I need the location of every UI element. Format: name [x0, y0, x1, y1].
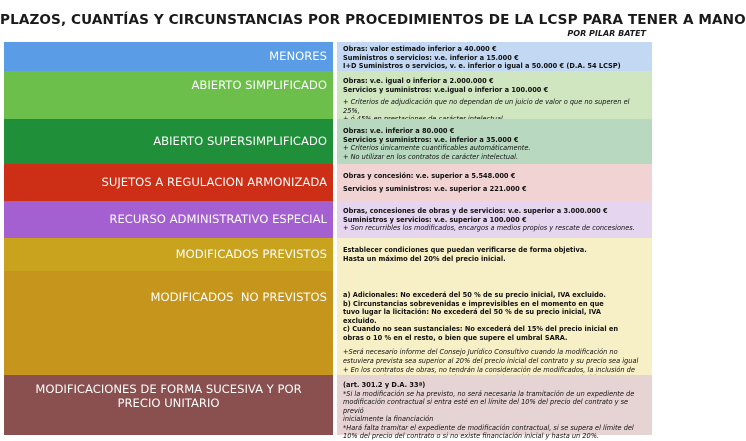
- desc-line: a) Adicionales: No excederá del 50 % de su precio inicial, IVA excluido.: [343, 291, 606, 299]
- row-label-modificaciones-sucesiva: MODIFICACIONES DE FORMA SUCESIVA Y POR PRECIO UNITARIO: [4, 375, 333, 435]
- desc-line: Suministros y servicios: v.e. superior a 100.000 €: [343, 215, 527, 224]
- desc-line: tuvo lugar la licitación: No excederá del 50 % de su precio inicial, IVA: [343, 308, 601, 317]
- desc-line: Establecer condiciones que puedan verificarse de forma objetiva.: [343, 246, 587, 254]
- row-label-menores: MENORES: [4, 42, 333, 71]
- page-title: PLAZOS, CUANTÍAS Y CIRCUNSTANCIAS POR PROCEDIMIENTOS DE LA LCSP PARA TENER A MANO: [0, 12, 746, 28]
- row-desc-modificaciones-sucesiva: [337, 375, 652, 441]
- row-modificados-no-previstos: [4, 271, 652, 375]
- row-label-sara: SUJETOS A REGULACION ARMONIZADA: [4, 164, 333, 201]
- desc-note: estuviera prevista sea superior al 20% del precio inicial del contrato y su precio sea igual: [343, 356, 639, 365]
- desc-line: Suministros o servicios: v.e. inferior a 15.000 €: [343, 53, 519, 62]
- desc-note: + En los contratos de obras, no tendrán la consideración de modificados, la inclusión de: [343, 365, 635, 374]
- desc-line: obras o 10 % en el resto, o bien que supere el umbral SARA.: [343, 333, 568, 342]
- row-desc-menores: [337, 42, 652, 71]
- desc-note: + Criterios de adjudicación que no dependan de un juicio de valor o que no superen el 25%,: [343, 98, 630, 115]
- row-desc-modificados-previstos: [337, 238, 652, 271]
- desc-line: Obras: v.e. igual o inferior a 2.000.000 €: [343, 77, 494, 85]
- desc-line: b) Circunstancias sobrevenidas e imprevisibles en el momento en que: [343, 299, 604, 308]
- row-modificaciones-sucesiva: [4, 375, 652, 441]
- desc-line: Obras y concesión: v.e. superior a 5.548.000 €: [343, 172, 516, 180]
- desc-line: Servicios y suministros: v.e.igual o inferior a 100.000 €: [343, 85, 549, 94]
- row-label-abierto-supersimplificado: ABIERTO SUPERSIMPLIFICADO: [4, 119, 333, 164]
- desc-note: +Será necesario informe del Consejo Jurídico Consultivo cuando la modificación no: [343, 348, 618, 357]
- author-credit: POR PILAR BATET: [567, 29, 646, 38]
- desc-line: I+D Suministros o servicios, v. e. inferior o igual a 50.000 € (D.A. 54 LCSP): [343, 62, 621, 71]
- desc-note: + Son recurribles los modificados, encargos a medios propios y rescate de concesiones.: [343, 224, 635, 233]
- row-abierto-simplificado: [4, 71, 652, 119]
- row-desc-abierto-supersimplificado: [337, 119, 652, 164]
- desc-note: *Hará falta tramitar el expediente de modificación contractual, si se supera el límite del: [343, 423, 634, 432]
- desc-note: inicialmente la financiación: [343, 415, 434, 424]
- row-label-recurso: RECURSO ADMINISTRATIVO ESPECIAL: [4, 201, 333, 238]
- desc-note: *Si la modificación se ha previsto, no será necesaria la tramitación de un expediente de: [343, 389, 635, 398]
- desc-note: modificación contractual si entra esté en el límite del 10% del precio del contrato y se previó: [343, 398, 629, 415]
- row-recurso-administrativo: [4, 201, 652, 238]
- desc-line: Servicios y suministros: v.e. superior a 221.000 €: [343, 184, 527, 193]
- row-desc-abierto-simplificado: [337, 71, 652, 119]
- row-desc-sara: [337, 164, 652, 201]
- row-label-modificados-no-previstos: MODIFICADOS NO PREVISTOS: [4, 271, 333, 375]
- desc-line: excluido.: [343, 316, 377, 325]
- row-menores: [4, 42, 652, 71]
- row-desc-recurso: [337, 201, 652, 238]
- desc-line: Obras: v.e. inferior a 80.000 €: [343, 127, 455, 135]
- desc-note: + Criterios únicamente cuantificables automáticamente.: [343, 144, 531, 153]
- desc-note: + No utilizar en los contratos de carácter intelectual.: [343, 152, 519, 161]
- row-sujetos-regulacion-armonizada: [4, 164, 652, 201]
- row-abierto-supersimplificado: [4, 119, 652, 164]
- desc-line: c) Cuando no sean sustanciales: No excederá del 15% del precio inicial en: [343, 325, 619, 334]
- desc-line: Obras, concesiones de obras y de servicios: v.e. superior a 3.000.000 €: [343, 207, 608, 215]
- desc-line: (art. 301.2 y D.A. 33ª): [343, 381, 426, 389]
- desc-line: Servicios y suministros: v.e. inferior a 35.000 €: [343, 135, 519, 144]
- desc-line: Hasta un máximo del 20% del precio inicial.: [343, 254, 506, 263]
- desc-line: Obras: valor estimado inferior a 40.000 €: [343, 45, 497, 53]
- row-label-modificados-previstos: MODIFICADOS PREVISTOS: [4, 238, 333, 271]
- row-modificados-previstos: [4, 238, 652, 271]
- row-desc-modificados-no-previstos: [337, 271, 652, 375]
- row-label-abierto-simplificado: ABIERTO SIMPLIFICADO: [4, 71, 333, 119]
- desc-note: 10% del precio del contrato o si no existe financiación inicial y hasta un 20%.: [343, 432, 600, 441]
